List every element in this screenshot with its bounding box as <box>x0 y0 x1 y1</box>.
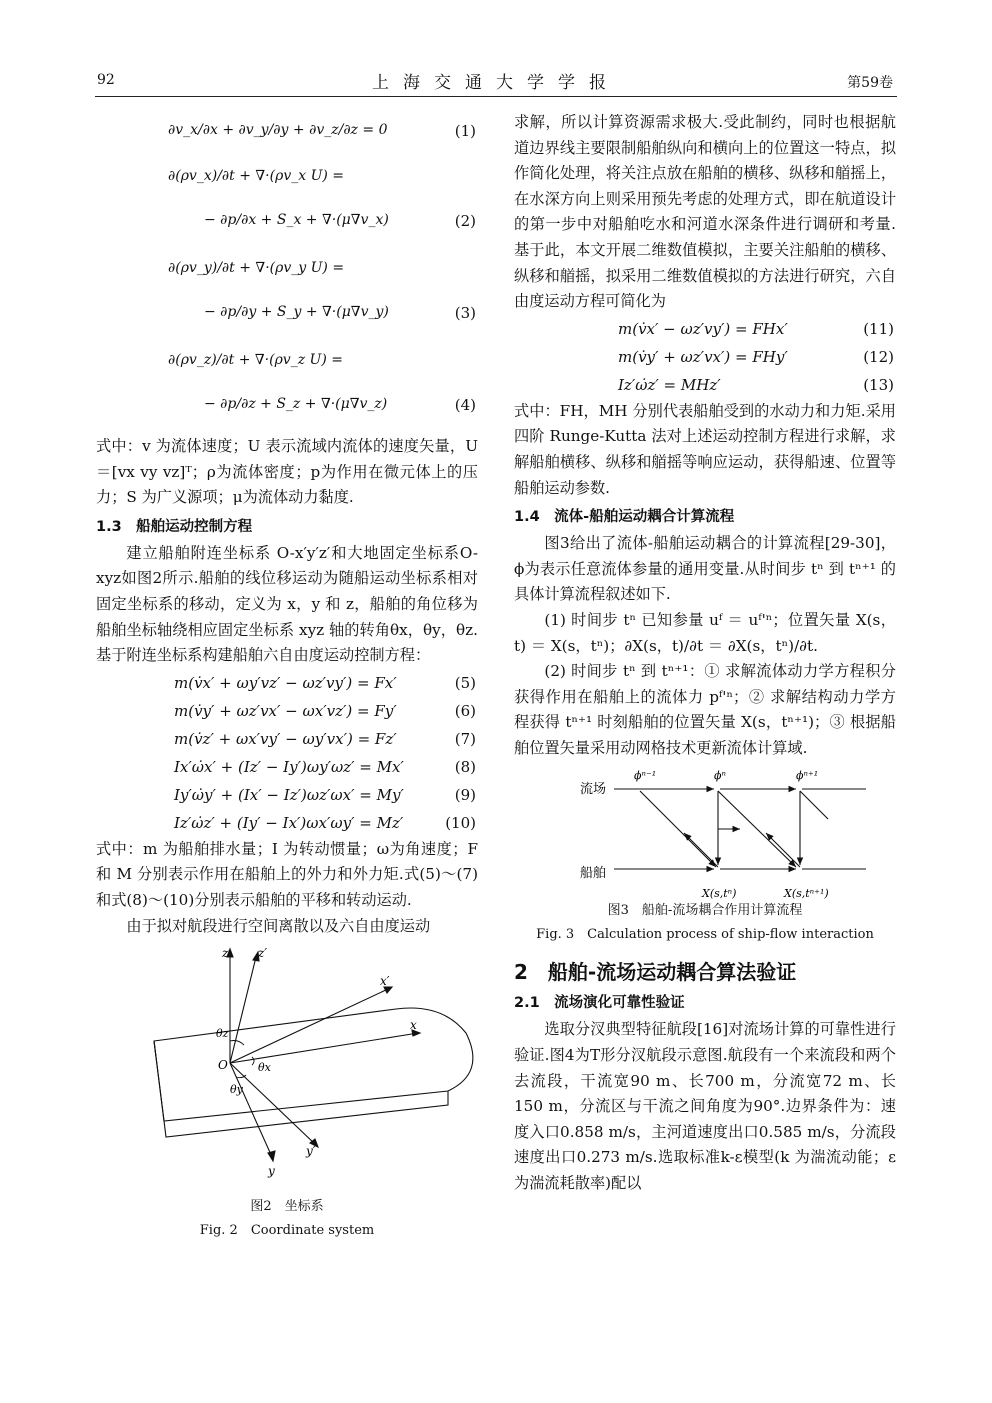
simplified-equations <box>514 315 896 399</box>
figure-2-coordinate-system <box>96 945 478 1195</box>
equation-3-number: (3) <box>454 304 476 322</box>
equation-number: (13) <box>863 375 894 394</box>
paragraph-step-2: (2) 时间步 tⁿ 到 tⁿ⁺¹：① 求解流体动力学方程积分获得作用在船舶上的流体力 pᶠ'ⁿ；② 求解结构动力学方程获得 tⁿ⁺¹ 时刻船舶的位置矢量 X(s，tⁿ⁺¹)；③ 根据船舶位置矢量采用动网格技术更新流体计算域. <box>514 662 896 757</box>
origin-label: O <box>218 1058 228 1073</box>
equation-number: (8) <box>454 757 476 776</box>
phi-prev-label: ϕⁿ⁻¹ <box>634 769 657 783</box>
equation-text: Iy′ω̇y′ + (Ix′ − Iz′)ωz′ωx′ = My′ <box>174 785 404 804</box>
equation-row <box>96 697 478 725</box>
equation-row <box>96 753 478 781</box>
equation-row <box>96 781 478 809</box>
figure-3-flowchart <box>514 769 896 899</box>
section-2-1-heading: 2.1 流场演化可靠性验证 <box>514 995 685 1012</box>
paragraph-symbols: 式中：v 为流体速度；U 表示流域内流体的速度矢量，U＝[vx vy vz]ᵀ；ρ为流体密度；p为作用在微元体上的压力；S 为广义源项；μ为流体动力黏度. <box>96 437 478 507</box>
equation-2-number: (2) <box>454 212 476 230</box>
equation-text: m(v̇x′ − ωz′vy′) = FHx′ <box>618 319 788 338</box>
flow-field-label: 流场 <box>580 782 607 798</box>
axis-xp-label: x′ <box>380 974 390 989</box>
paragraph-step-1: (1) 时间步 tⁿ 已知参量 uᶠ ＝ uᶠ'ⁿ；位置矢量 X(s，t) ＝ X(s，tⁿ)；∂X(s，t)/∂t ＝ ∂X(s，tⁿ)/∂t. <box>514 610 896 655</box>
equation-row <box>514 315 896 343</box>
equation-row <box>514 371 896 399</box>
axis-y-label: y <box>268 1164 275 1179</box>
equation-3a <box>96 248 478 294</box>
axis-zp-label: z′ <box>258 946 268 961</box>
equation-2b-text: − ∂p/∂x + S_x + ∇·(μ∇v_x) <box>204 212 389 228</box>
page-header <box>95 66 897 94</box>
figure-3-caption-en: Fig. 3 Calculation process of ship-flow interaction <box>536 927 874 943</box>
equation-text: Iz′ω̇z′ + (Iy′ − Ix′)ωx′ωy′ = Mz′ <box>174 813 404 832</box>
x-next-label: X(s,tⁿ⁺¹) <box>784 887 829 900</box>
motion-equations <box>96 669 478 837</box>
equation-2b <box>96 202 478 248</box>
equation-text: m(v̇x′ + ωy′vz′ − ωz′vy′) = Fx′ <box>174 673 397 692</box>
equation-row <box>96 725 478 753</box>
section-2-heading: 2 船舶-流场运动耦合算法验证 <box>514 960 797 985</box>
equation-row <box>514 343 896 371</box>
equation-text: Iz′ω̇z′ = MHz′ <box>618 375 721 394</box>
equation-4b-text: − ∂p/∂z + S_z + ∇·(μ∇v_z) <box>204 396 388 412</box>
ship-label: 船舶 <box>580 866 607 882</box>
axis-yp-label: y′ <box>306 1144 316 1159</box>
equation-4b <box>96 386 478 434</box>
equation-1-text: ∂v_x/∂x + ∂v_y/∂y + ∂v_z/∂z = 0 <box>168 122 388 138</box>
equation-1-number: (1) <box>454 122 476 140</box>
figure-2-caption-en: Fig. 2 Coordinate system <box>199 1223 375 1239</box>
equation-2a-text: ∂(ρv_x)/∂t + ∇·(ρv_x U) = <box>168 168 345 184</box>
theta-z-label: θz <box>216 1027 229 1041</box>
axis-x-label: x <box>410 1018 417 1033</box>
x-n-label: X(s,tⁿ) <box>702 887 737 900</box>
equation-number: (12) <box>863 347 894 366</box>
equation-4a <box>96 340 478 386</box>
phi-n-label: ϕⁿ <box>714 769 726 783</box>
paragraph-flow-intro: 图3给出了流体-船舶运动耦合的计算流程[29-30]，ϕ为表示任意流体参量的通用变量.从时间步 tⁿ 到 tⁿ⁺¹ 的具体计算流程叙述如下. <box>514 534 896 604</box>
equation-2a <box>96 156 478 202</box>
theta-x-label: θx <box>258 1061 271 1075</box>
figure-3-caption-zh: 图3 船舶-流场耦合作用计算流程 <box>607 903 803 919</box>
page-number: 92 <box>97 72 115 88</box>
equation-3b-text: − ∂p/∂y + S_y + ∇·(μ∇v_y) <box>204 304 389 320</box>
right-column <box>514 110 896 1197</box>
journal-title: 上海交通大学学报 <box>372 73 620 93</box>
equation-text: m(v̇y′ + ωz′vx′ − ωx′vz′) = Fy′ <box>174 701 397 720</box>
equation-number: (6) <box>454 701 476 720</box>
paragraph-validation: 选取分汊典型特征航段[16]对流场计算的可靠性进行验证.图4为T形分汊航段示意图.航段有一个来流段和两个去流段，干流宽90 m、长700 m，分流宽72 m、长150 m，分流区与干流之间角度为90°.边界条件为：速度入口0.858 m/s，主河道速度出口0.585 m/s，分流段速度出口0.273 m/s.选取标准k-ε模型(k 为湍流动能；ε为湍流耗散率)配以 <box>514 1020 896 1193</box>
axis-z-label: z <box>222 946 229 961</box>
volume-label: 第59卷 <box>847 75 893 91</box>
paragraph-discretization: 由于拟对航段进行空间离散以及六自由度运动 <box>126 916 431 935</box>
paragraph-coordinate: 建立船舶附连坐标系 O-x′y′z′和大地固定坐标系O-xyz如图2所示.船舶的线位移运动为随船运动坐标系相对固定坐标系的移动，定义为 x，y 和 z，船舶的角位移为船舶坐标轴绕相应固定坐标系 xyz 轴的转角θx，θy，θz.基于附连坐标系构建船舶六自由度运动控制方程： <box>96 543 478 665</box>
equation-text: Ix′ω̇x′ + (Iz′ − Iy′)ωy′ωz′ = Mx′ <box>174 757 404 776</box>
paragraph-runge-kutta: 式中：FH，MH 分别代表船舶受到的水动力和力矩.采用四阶 Runge-Kutta 法对上述运动控制方程进行求解，求解船舶横移、纵移和艏摇等响应运动，获得船速、位置等船舶运动参数. <box>514 401 896 497</box>
paragraph-motion-symbols: 式中：m 为船舶排水量；I 为转动惯量；ω为角速度；F 和 M 分别表示作用在船舶上的外力和外力矩.式(5)～(7)和式(8)～(10)分别表示船舶的平移和转动运动. <box>96 839 478 909</box>
section-1-4-heading: 1.4 流体-船舶运动耦合计算流程 <box>514 509 735 526</box>
equation-1 <box>96 110 478 156</box>
equation-text: m(v̇z′ + ωx′vy′ − ωy′vx′) = Fz′ <box>174 729 397 748</box>
phi-next-label: ϕⁿ⁺¹ <box>796 769 819 783</box>
equation-4a-text: ∂(ρv_z)/∂t + ∇·(ρv_z U) = <box>168 352 343 368</box>
equation-number: (5) <box>454 673 476 692</box>
equation-text: m(v̇y′ + ωz′vx′) = FHy′ <box>618 347 788 366</box>
header-rule <box>95 96 897 97</box>
equation-4-number: (4) <box>454 396 476 414</box>
equation-3a-text: ∂(ρv_y)/∂t + ∇·(ρv_y U) = <box>168 260 345 276</box>
paragraph-simplification: 求解，所以计算资源需求极大.受此制约，同时也根据航道边界线主要限制船舶纵向和横向上的位置这一特点，拟作简化处理，将关注点放在船舶的横移、纵移和艏摇上，在水深方向上则采用预先考虑的处理方式，即在航道设计的第一步中对船舶吃水和河道水深条件进行调研和考量.基于此，本文开展二维数值模拟，主要关注船舶的横移、纵移和艏摇，拟采用二维数值模拟的方法进行研究，六自由度运动方程可简化为 <box>514 113 896 311</box>
equation-number: (11) <box>863 319 894 338</box>
equation-number: (9) <box>454 785 476 804</box>
equation-row <box>96 809 478 837</box>
equation-row <box>96 669 478 697</box>
theta-y-label: θy <box>230 1083 243 1097</box>
equation-number: (7) <box>454 729 476 748</box>
section-1-3-heading: 1.3 船舶运动控制方程 <box>96 518 253 535</box>
equation-3b <box>96 294 478 340</box>
figure-2-caption-zh: 图2 坐标系 <box>250 1199 324 1215</box>
equation-number: (10) <box>445 813 476 832</box>
left-column <box>96 110 478 1243</box>
